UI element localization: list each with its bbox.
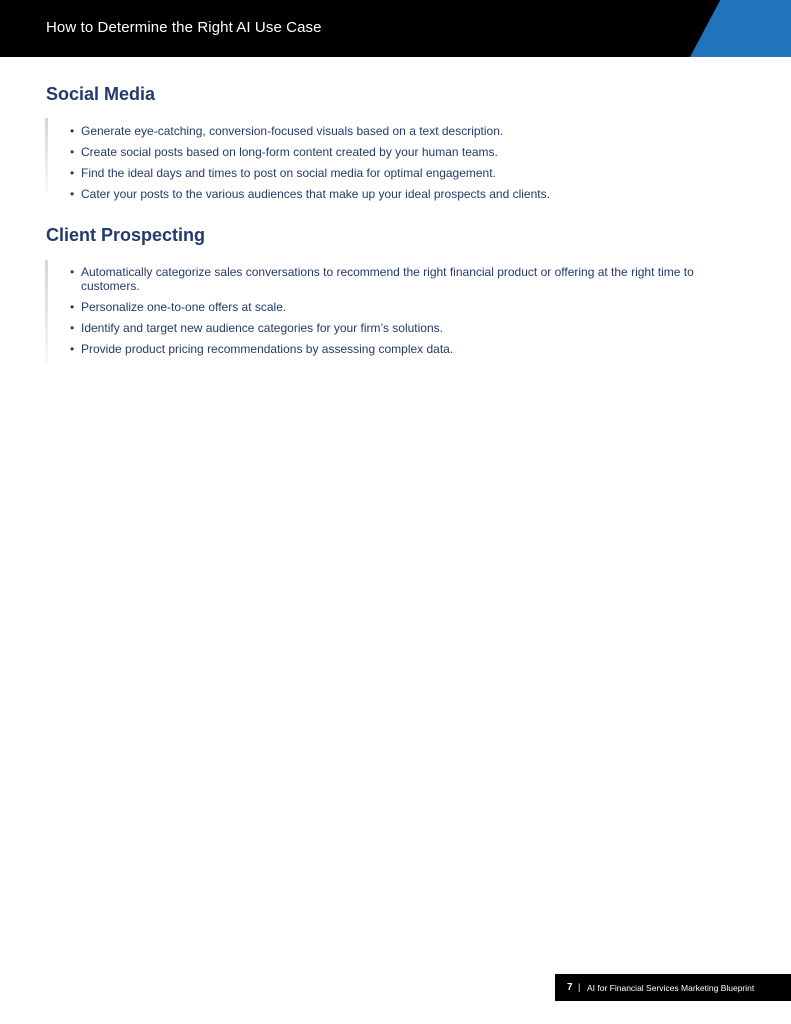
page-number: 7 [567, 982, 573, 993]
footer-separator: | [578, 982, 581, 992]
list-item-text: Cater your posts to the various audiences that make up your ideal prospects and clients. [81, 187, 550, 201]
page-footer [555, 974, 791, 1001]
list-item [70, 125, 710, 139]
section-accent-line [45, 260, 48, 364]
section-heading: Social Media [46, 84, 156, 104]
list-item-text: Create social posts based on long-form content created by your human teams. [81, 145, 498, 159]
bullet-list [70, 125, 710, 209]
bullet-dot: • [70, 299, 75, 314]
list-item [70, 343, 710, 357]
list-item [70, 322, 710, 336]
list-item-text: Identify and target new audience categories for your firm’s solutions. [81, 320, 443, 335]
bullet-dot: • [70, 341, 75, 356]
page-header [0, 0, 791, 57]
footer-document-title: AI for Financial Services Marketing Blueprint [587, 983, 755, 993]
list-item [70, 266, 710, 293]
header-title: How to Determine the Right AI Use Case [46, 19, 322, 36]
bullet-dot: • [70, 145, 75, 159]
list-item-text: Personalize one-to-one offers at scale. [81, 299, 287, 314]
bullet-dot: • [70, 166, 75, 180]
list-item [70, 188, 710, 202]
bullet-dot: • [70, 124, 75, 138]
list-item-text: Automatically categorize sales conversations to recommend the right financial product or offering at the right time to customers. [81, 265, 694, 293]
bullet-dot: • [70, 320, 75, 335]
list-item-text: Provide product pricing recommendations by assessing complex data. [81, 341, 454, 356]
section-accent-line [45, 118, 48, 192]
bullet-list [70, 266, 710, 364]
list-item-text: Find the ideal days and times to post on social media for optimal engagement. [81, 166, 496, 180]
list-item [70, 167, 710, 181]
list-item [70, 146, 710, 160]
bullet-dot: • [70, 265, 75, 279]
list-item-text: Generate eye-catching, conversion-focused visuals based on a text description. [81, 124, 504, 138]
list-item [70, 301, 710, 315]
header-accent-shape [690, 0, 791, 57]
section-heading: Client Prospecting [46, 225, 206, 245]
bullet-dot: • [70, 187, 75, 201]
